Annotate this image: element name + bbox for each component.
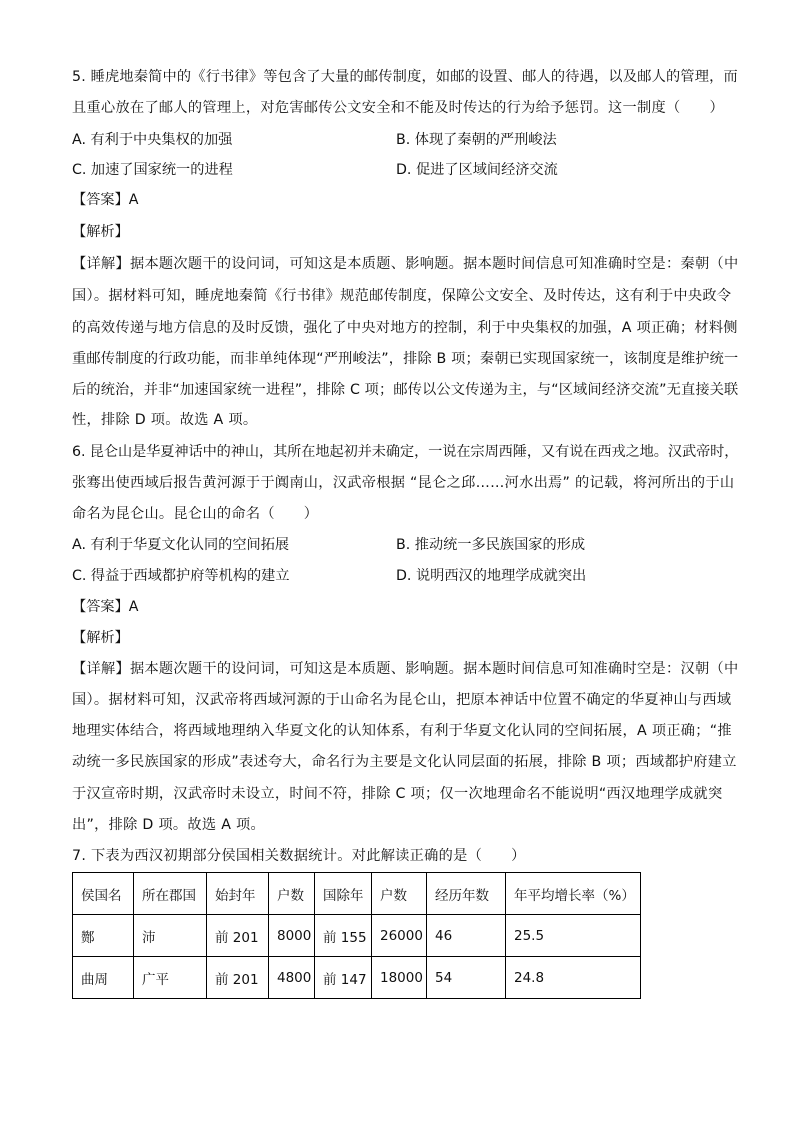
q5-detail-line-5: 后的统治，并非“加速国家统一进程”，排除 C 项；邮传以公文传递为主，与“区域间经济交流”无直接关联	[72, 382, 739, 398]
q5-stem-line-1: 5. 睡虎地秦简中的《行书律》等包含了大量的邮传制度，如邮的设置、邮人的待遇，以及邮人的管理，而	[72, 69, 738, 85]
q5-detail-line-6: 性，排除 D 项。故选 A 项。	[72, 412, 258, 428]
table-cell: 广平	[134, 957, 207, 999]
table-header-cell: 户数	[372, 873, 427, 915]
q5-option-c: C. 加速了国家统一的进程	[72, 162, 233, 178]
q6-option-b: B. 推动统一多民族国家的形成	[396, 537, 586, 553]
table-header-cell: 国除年	[315, 873, 372, 915]
q5-detail-line-2: 国）。据材料可知，睡虎地秦简《行书律》规范邮传制度，保障公文安全、及时传达，这有利于中央政令	[72, 288, 732, 304]
table-cell: 曲周	[73, 957, 134, 999]
q6-detail-line-6: 出”，排除 D 项。故选 A 项。	[72, 817, 265, 833]
q6-option-c: C. 得益于西域都护府等机构的建立	[72, 568, 290, 584]
q5-detail-line-1: 【详解】据本题次题干的设问词，可知这是本质题、影响题。据本题时间信息可知准确时空是：秦朝（中	[72, 256, 739, 272]
table-cell: 26000	[372, 915, 427, 957]
q6-analysis-label: 【解析】	[72, 630, 129, 646]
table-header-row	[73, 873, 641, 915]
q6-answer: 【答案】A	[72, 599, 139, 615]
q6-option-a: A. 有利于华夏文化认同的空间拓展	[72, 537, 290, 553]
table-header-cell: 所在郡国	[134, 873, 207, 915]
table-cell: 24.8	[506, 957, 641, 999]
q6-stem-line-3: 命名为昆仑山。昆仑山的命名（ ）	[72, 506, 319, 522]
q5-answer: 【答案】A	[72, 192, 139, 208]
table-cell: 54	[427, 957, 506, 999]
table-header-cell: 户数	[269, 873, 315, 915]
table-cell: 18000	[372, 957, 427, 999]
table-header-cell: 年平均增长率（%）	[506, 873, 641, 915]
q5-analysis-label: 【解析】	[72, 224, 129, 240]
q7-stem-line-1: 7. 下表为西汉初期部分侯国相关数据统计。对此解读正确的是（ ）	[72, 848, 526, 864]
q5-detail-line-4: 重邮传制度的行政功能，而非单纯体现“严刑峻法”，排除 B 项；秦朝已实现国家统一，该制度是维护统一	[72, 351, 739, 367]
table-cell: 前 147	[315, 957, 372, 999]
q6-detail-line-1: 【详解】据本题次题干的设问词，可知这是本质题、影响题。据本题时间信息可知准确时空是：汉朝（中	[72, 661, 739, 677]
table-cell: 8000	[269, 915, 315, 957]
marquisate-data-table	[72, 872, 641, 999]
q5-stem-line-2: 且重心放在了邮人的管理上，对危害邮传公文安全和不能及时传达的行为给予惩罚。这一制度（ ）	[72, 100, 724, 116]
q6-option-d: D. 说明西汉的地理学成就突出	[396, 568, 587, 584]
q6-detail-line-5: 于汉宣帝时期，汉武帝时未设立，时间不符，排除 C 项；仅一次地理命名不能说明“西汉地理学成就突	[72, 786, 723, 802]
table-row	[73, 957, 641, 999]
q6-detail-line-3: 地理实体结合，将西域地理纳入华夏文化的认知体系，有利于华夏文化认同的空间拓展，A 项正确；“推	[72, 723, 732, 739]
table-cell: 前 201	[207, 957, 269, 999]
table-row	[73, 915, 641, 957]
table-header-cell: 经历年数	[427, 873, 506, 915]
q6-detail-line-4: 动统一多民族国家的形成”表述夸大，命名行为主要是文化认同层面的拓展，排除 B 项；西域都护府建立	[72, 754, 737, 770]
table-cell: 46	[427, 915, 506, 957]
q6-stem-line-2: 张骞出使西域后报告黄河源于于阗南山，汉武帝根据 “昆仑之邱……河水出焉” 的记载，将河所出的于山	[72, 475, 735, 491]
table-cell: 酂	[73, 915, 134, 957]
table-header-cell: 始封年	[207, 873, 269, 915]
q5-option-b: B. 体现了秦朝的严刑峻法	[396, 132, 557, 148]
q6-stem-line-1: 6. 昆仑山是华夏神话中的神山，其所在地起初并未确定，一说在宗周西陲，又有说在西戎之地。汉武帝时，	[72, 444, 739, 460]
q5-option-d: D. 促进了区域间经济交流	[396, 162, 558, 178]
q6-detail-line-2: 国）。据材料可知，汉武帝将西域河源的于山命名为昆仑山，把原本神话中位置不确定的华夏神山与西域	[72, 692, 732, 708]
table-cell: 4800	[269, 957, 315, 999]
table-cell: 25.5	[506, 915, 641, 957]
table-cell: 前 155	[315, 915, 372, 957]
table-header-cell: 侯国名	[73, 873, 134, 915]
table-cell: 前 201	[207, 915, 269, 957]
table-cell: 沛	[134, 915, 207, 957]
q5-detail-line-3: 的高效传递与地方信息的及时反馈，强化了中央对地方的控制，利于中央集权的加强，A 项正确；材料侧	[72, 320, 738, 336]
q5-option-a: A. 有利于中央集权的加强	[72, 132, 233, 148]
